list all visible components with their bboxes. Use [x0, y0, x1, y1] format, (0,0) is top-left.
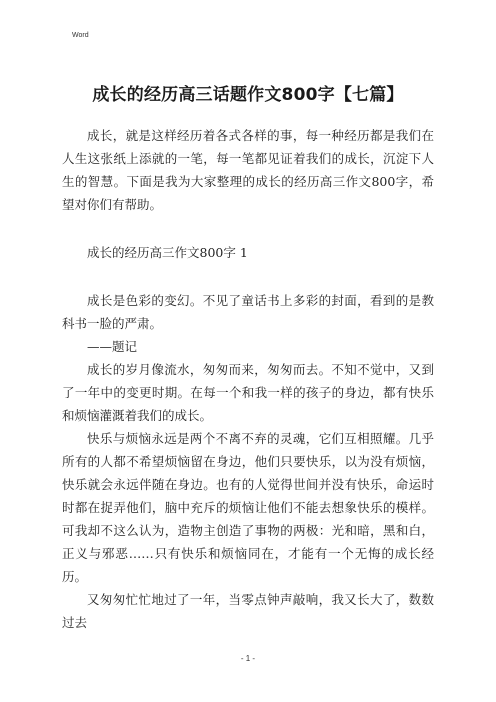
intro-paragraph: 成长，就是这样经历着各式各样的事，每一种经历都是我们在人生这张纸上添就的一笔，每一笔都见证着我们的成长，沉淀下人生的智慧。下面是我为大家整理的成长的经历高三作文800字，希望对你们有帮助。	[62, 128, 434, 212]
spacer	[62, 216, 434, 241]
section-heading: 成长的经历高三作文800字 1	[87, 245, 248, 260]
body-paragraph: 成长的岁月像流水，匆匆而来，匆匆而去。不知不觉中，又到了一年中的变更时期。在每一个和我一样的孩子的身边，都有快乐和烦恼灌溉着我们的成长。	[62, 362, 434, 423]
body-paragraph: 又匆匆忙忙地过了一年，当零点钟声敲响，我又长大了，数数过去	[62, 592, 434, 630]
spacer	[62, 264, 434, 289]
document-body	[62, 124, 434, 634]
epigraph-attribution: ——题记	[87, 339, 138, 354]
app-header-label: Word	[72, 32, 89, 39]
document-title: 成长的经历高三话题作文800字【七篇】	[92, 85, 404, 105]
body-paragraph: 快乐与烦恼永远是两个不离不弃的灵魂，它们互相照耀。几乎所有的人都不希望烦恼留在身边，他们只要快乐，以为没有烦恼，快乐就会永远伴随在身边。也有的人觉得世间并没有快乐，命运时时都在捉弄他们，脑中充斥的烦恼让他们不能去想象快乐的模样。可我却不这么认为，造物主创造了事物的两极：光和暗，黑和白，正义与邪恶……只有快乐和烦恼同在，才能有一个无悔的成长经历。	[62, 431, 434, 584]
page-number: - 1 -	[240, 654, 256, 663]
body-paragraph: 成长是色彩的变幻。不见了童话书上多彩的封面，看到的是教科书一脸的严肃。	[62, 293, 434, 331]
